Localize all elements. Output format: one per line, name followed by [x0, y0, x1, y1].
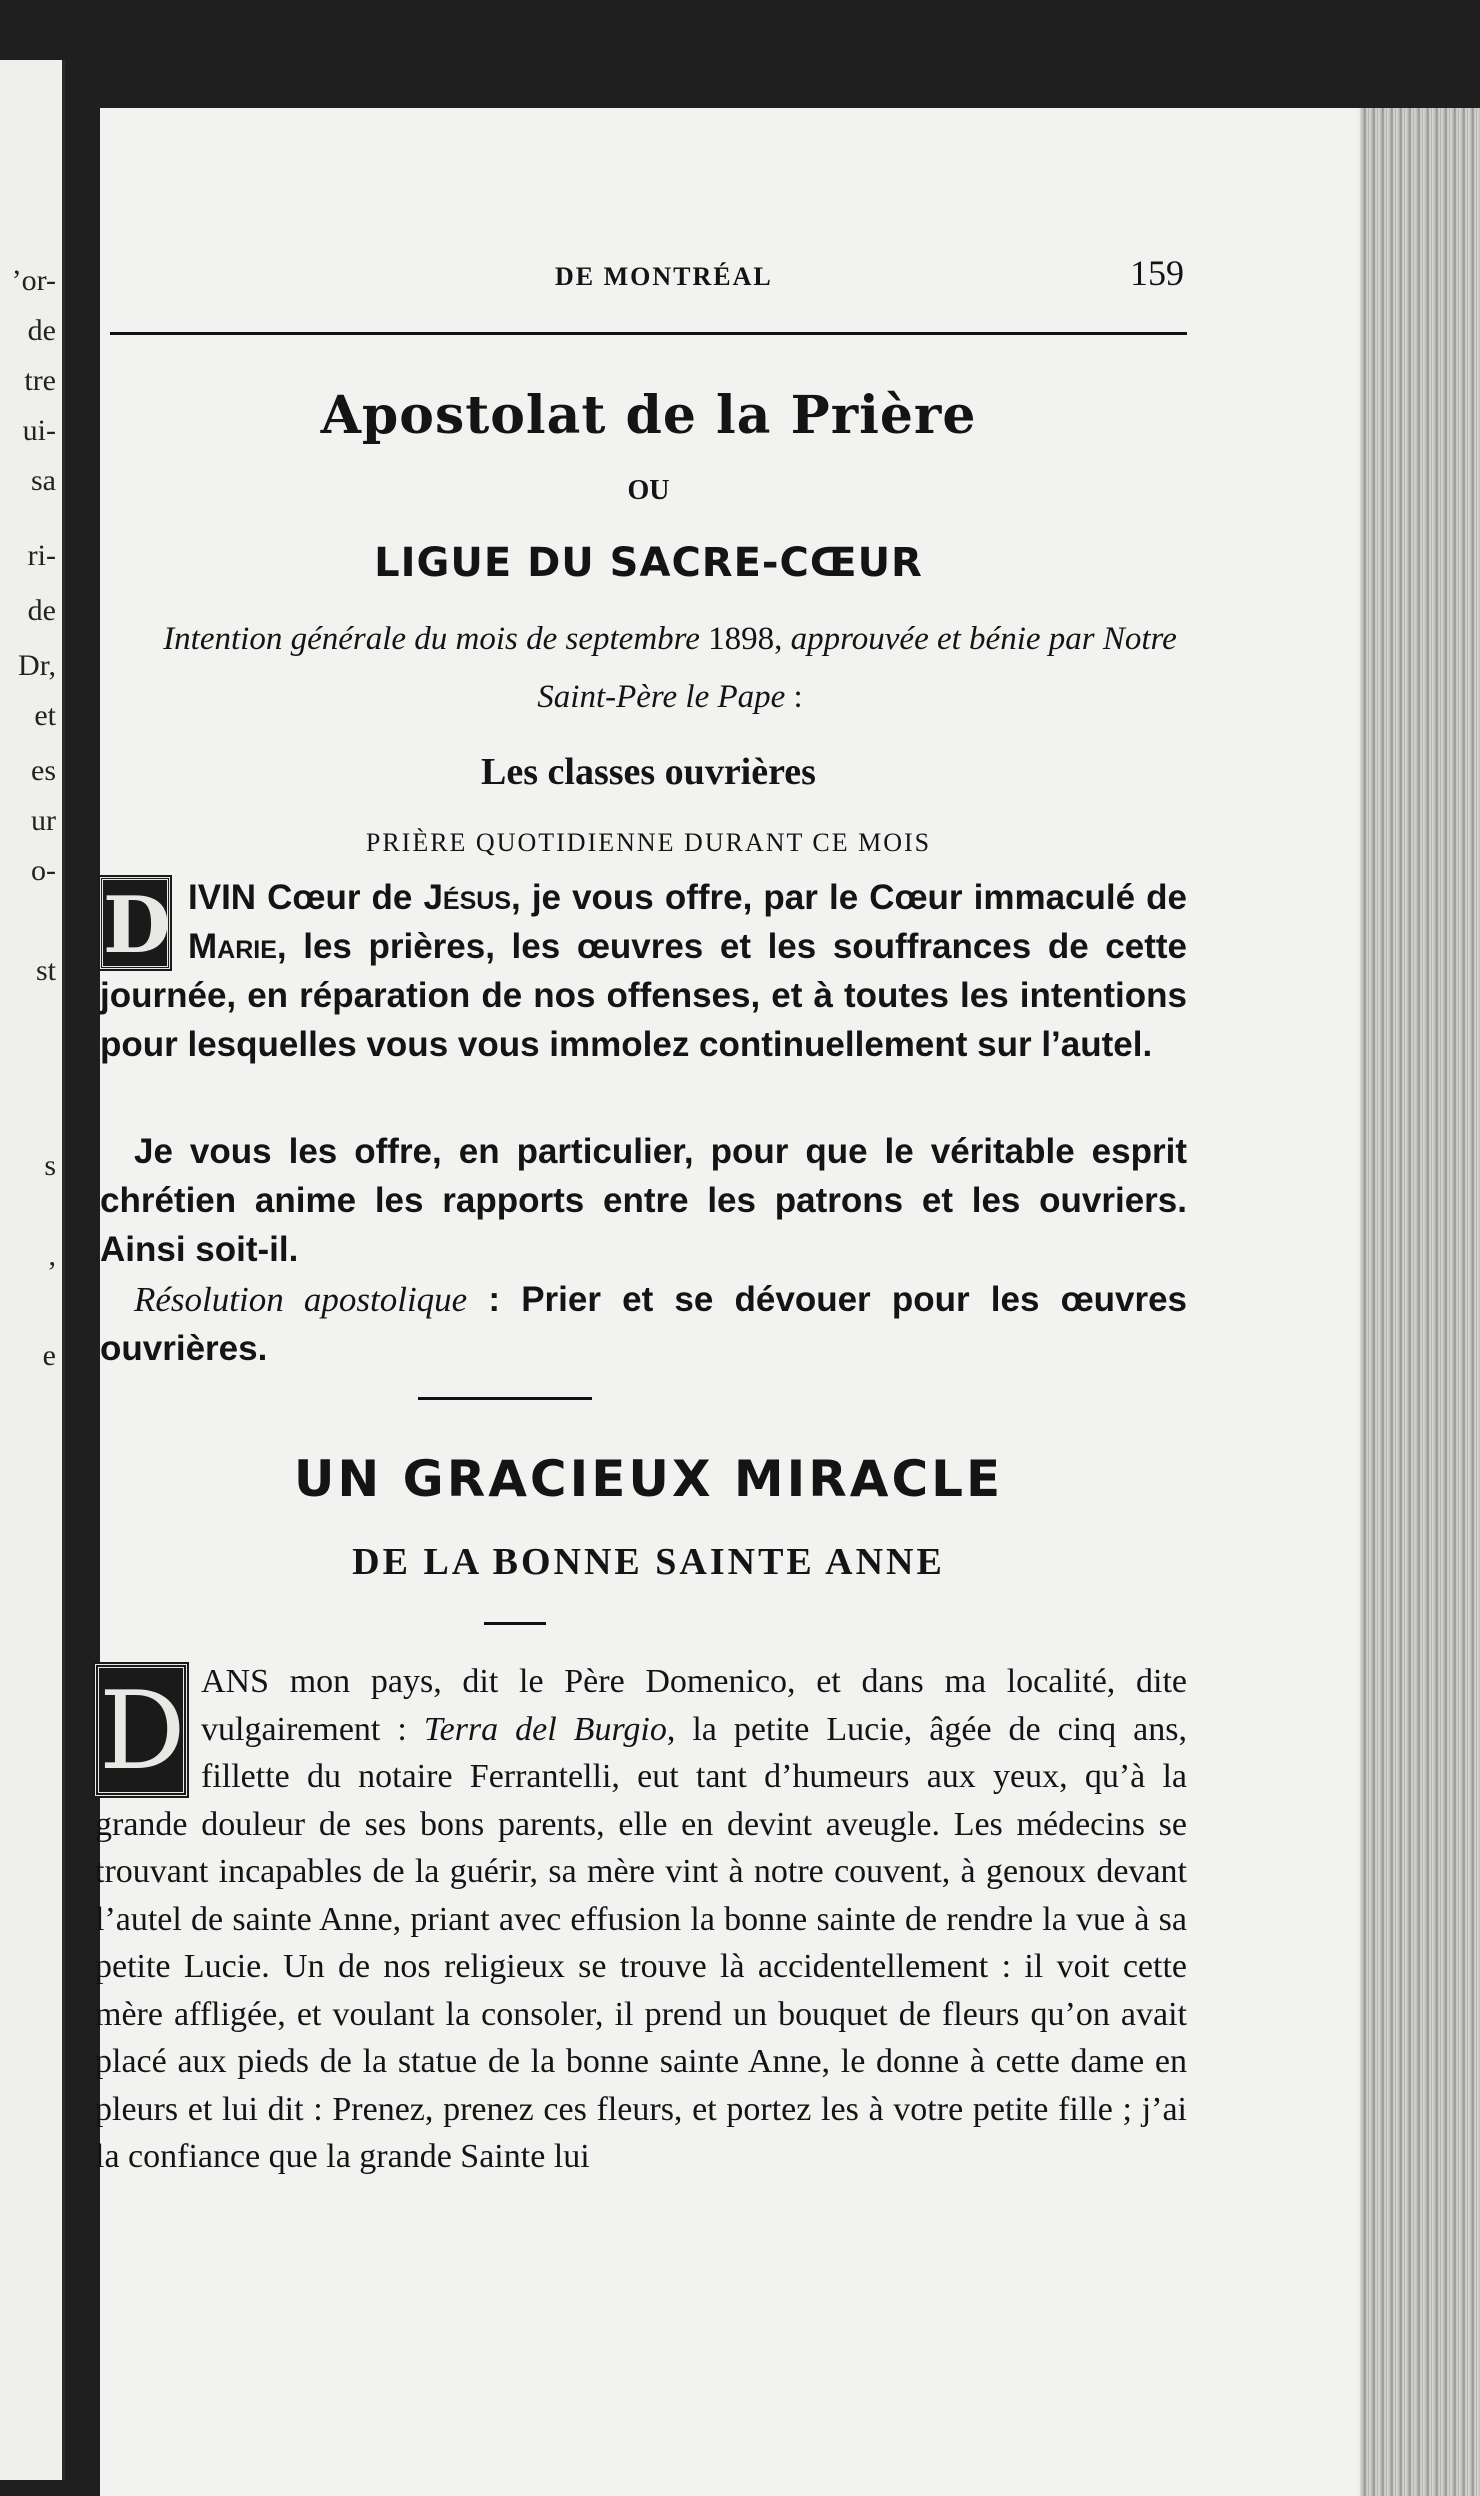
left-page-fragment: sa — [31, 464, 56, 497]
left-page-fragment: tre — [24, 364, 56, 397]
left-page-fragment: ur — [31, 804, 56, 837]
intention-year: 1898, — [708, 621, 783, 657]
left-page-fragment: ui- — [22, 414, 56, 447]
drop-cap: D — [100, 877, 170, 969]
story-subtitle: DE LA BONNE SAINTE ANNE — [352, 1541, 945, 1583]
section-title: Apostolat de la Prière — [320, 385, 977, 446]
story-separator — [484, 1622, 546, 1625]
story-paragraph: D ANS mon pays, dit le Père Domenico, et dans ma localité, dite vulgairement : Terra del Burgio, la petite Lucie, âgée de cinq ans, fillette du notaire Ferrantelli, eut tant d’humeurs aux yeux, qu’à la grande douleur de ses bons parents, elle en devint aveugle. Les médecins se trouvant incapables de la guérir, sa mère vint à notre couvent, à genoux devant l’autel de sainte Anne, priant avec effusion la bonne sainte de rendre la vue à sa petite Lucie. Un de nos religieux se trouve là accidentellement : il voit cette mère affligée, et voulant la consoler, il prend un bouquet de fleurs qu’on avait placé aux pieds de la statue de la bonne sainte Anne, le donne à cette dame en pleurs et lui dit : Prenez, prenez ces fleurs, et portez les à votre petite fille ; j’ai la confiance que la grande Sainte lui — [95, 1663, 1187, 2175]
section-subtitle: LIGUE DU SACRE-CŒUR — [374, 540, 923, 586]
intention-text-b: approuvée et bénie par Notre Saint-Père le Pape — [537, 621, 1177, 715]
intention-text-a: Intention générale du mois de septembre — [163, 621, 700, 657]
prayer-paragraph: D IVIN Cœur de Jésus, je vous offre, par le Cœur immaculé de Marie, les prières, les œuvres et les souffrances de cette journée, en réparation de nos offenses, et à toutes les intentions pour lesquelles vous vous immolez continuellement sur l’autel. — [100, 878, 1188, 1064]
left-page-fragment: ’or- — [11, 264, 56, 297]
left-page-fragment: st — [35, 954, 56, 987]
left-page-fragment: Dr, — [18, 649, 56, 682]
resolution-paragraph — [100, 1275, 1187, 1373]
left-page-fragment: et — [34, 699, 56, 732]
running-head: DE MONTRÉAL — [555, 262, 773, 291]
section-conjunction: OU — [627, 475, 670, 506]
intention-colon: : — [785, 679, 803, 715]
page-number: 159 — [1130, 253, 1184, 293]
left-page-fragment: de — [27, 594, 56, 627]
theme-heading: Les classes ouvrières — [481, 751, 816, 793]
left-page-fragment: o- — [31, 854, 56, 887]
left-page-fragment: s — [44, 1149, 56, 1182]
resolution-label: Résolution apostolique — [134, 1280, 468, 1319]
header-rule — [110, 332, 1187, 335]
section-separator — [418, 1397, 592, 1400]
left-page-fragment: es — [31, 754, 56, 787]
prayer-heading: PRIÈRE QUOTIDIENNE DURANT CE MOIS — [365, 828, 932, 857]
place-name: Terra del Burgio — [423, 1710, 667, 1748]
left-page-fragment: de — [27, 314, 56, 347]
drop-cap-2: D — [95, 1664, 187, 1796]
page-edges — [1360, 108, 1480, 2496]
left-page-fragment: e — [42, 1339, 56, 1372]
left-facing-page — [0, 60, 65, 2480]
left-page-fragment: , — [48, 1239, 56, 1272]
story-title: UN GRACIEUX MIRACLE — [293, 1450, 1004, 1508]
left-page-fragment: ri- — [27, 539, 56, 572]
prayer-paragraph-2: Je vous les offre, en particulier, pour que le véritable esprit chrétien anime les rapports entre les patrons et les ouvriers. Ainsi soit-il. — [100, 1132, 1187, 1269]
general-intention — [150, 610, 1190, 726]
resolution-text: : Prier et se dévouer pour les œuvres ouvrières. — [100, 1280, 1187, 1368]
